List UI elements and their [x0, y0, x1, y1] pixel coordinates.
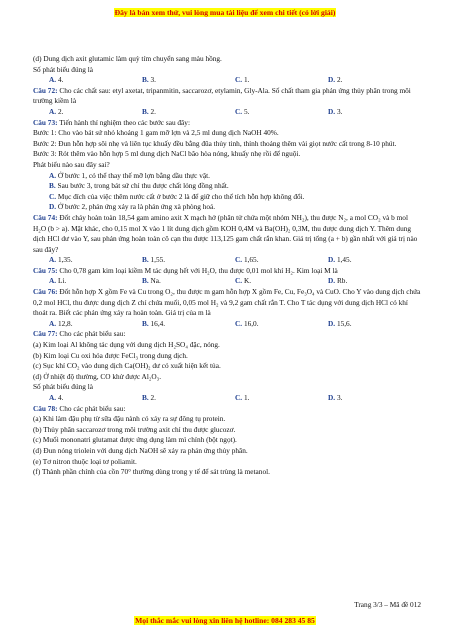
question-78: Câu 78: Cho các phát biểu sau: [33, 403, 126, 413]
answer-option: B. Na. [142, 276, 161, 286]
answer-option: A. 1,35. [49, 255, 73, 265]
q78-statement-f: (f) Thành phần chính của cồn 70° thường dùng trong y tế để sát trùng là metanol. [33, 467, 270, 477]
q73-option-d: D. Ở bước 2, phản ứng xảy ra là phản ứng xà phòng hoá. [49, 202, 216, 212]
q71-answers [33, 75, 421, 86]
answer-option: C. 1. [235, 393, 250, 402]
answer-option: C. 5. [235, 106, 250, 116]
answer-option: C. 1,65. [235, 255, 259, 265]
q73-step-2: Bước 2: Đun hỗn hợp sôi nhẹ và liên tục khuấy đều bằng đũa thủy tinh, thỉnh thoảng thêm vài giọt nước cất trong 8-10 phút. [33, 138, 397, 148]
q77-statement-a: (a) Kim loại Al không tác dụng với dung dịch H₂SO₄ đặc, nóng. [33, 340, 220, 350]
q77-answers [33, 393, 421, 404]
q78-statement-c: (c) Muối mononatri glutamat được ứng dụng làm mì chính (bột ngọt). [33, 435, 237, 445]
question-74: Câu 74: Đốt cháy hoàn toàn 18,54 gam amino axit X mạch hở (phân tử chứa một nhóm NH₂), thu được N₂, a mol CO₂ và b mol H₂O (b > a). Mặt khác, cho 0,15 mol X vào 1 lít dung dịch gồm KOH 0,4M và Ba(OH)₂ 0,3M, thu được dung dịch Y. Thêm dung dịch HCl dư vào Y, sau phản ứng hoàn toàn cô cạn thu được 113,125 gam chất rắn khan. Giá trị tổng (a + b) gần nhất với giá trị nào sau đây? [33, 212, 418, 254]
preview-banner [0, 8, 450, 17]
q74-answers [33, 255, 421, 266]
q75-answers [33, 276, 421, 287]
q73-option-c: C. Mục đích của việc thêm nước cất ở bước 2 là để giữ cho thể tích hỗn hợp không đổi. [49, 191, 305, 201]
q73-step-1: Bước 1: Cho vào bát sứ nhỏ khoảng 1 gam mỡ lợn và 2,5 ml dung dịch NaOH 40%. [33, 128, 279, 138]
answer-option: D. 3. [328, 393, 343, 402]
answer-option: B. 1,55. [142, 255, 166, 265]
q77-statement-c: (c) Sục khí CO₂ vào dung dịch Ca(OH)₂ dư có xuất hiện kết tủa. [33, 361, 221, 371]
q76-answers [33, 319, 421, 330]
q77-statement-b: (b) Kim loại Cu oxi hóa được FeCl₃ trong dung dịch. [33, 350, 188, 360]
q78-statement-a: (a) Khi làm đậu phụ từ sữa đậu nành có xảy ra sự đông tụ protein. [33, 414, 226, 424]
preview-banner-text: Đây là bản xem thử, vui lòng mua tài liệu để xem chi tiết (có lời giải) [114, 8, 336, 17]
answer-option: D. 2. [328, 75, 343, 85]
answer-option: C. K. [235, 276, 252, 286]
answer-option: B. 2. [142, 106, 157, 116]
question-76: Câu 76: Đốt hỗn hợp X gồm Fe và Cu trong O₂, thu được m gam hỗn hợp X gồm Fe, Cu, Fe₃O₄ và CuO. Cho Y vào dung dịch chứa 0,2 mol HCl, thu được dung dịch Z chỉ chứa muối, 0,05 mol H₂ và 9,2 gam chất rắn T. Cho T tác dụng với dung dịch HCl có khí thoát ra. Biết các phản ứng xảy ra hoàn toàn. Giá trị của m là [33, 287, 421, 318]
answer-option: D. 3. [328, 106, 343, 116]
answer-option: D. Rb. [328, 276, 348, 286]
answer-option: A. 4. [49, 75, 64, 85]
q73-prompt: Phát biểu nào sau đây sai? [33, 159, 110, 169]
question-73: Câu 73: Tiến hành thí nghiệm theo các bước sau đây: [33, 117, 190, 127]
answer-option: B. 3. [142, 75, 157, 85]
answer-option: C. 1. [235, 75, 250, 85]
answer-option: A. 2. [49, 106, 64, 116]
q78-statement-b: (b) Thủy phân saccarozơ trong môi trường axit chỉ thu được glucozơ. [33, 424, 236, 434]
hotline-banner [0, 616, 450, 625]
answer-option: A. Li. [49, 276, 67, 286]
question-72: Câu 72: Cho các chất sau: etyl axetat, tripanmitin, saccarozơ, etylamin, Gly-Ala. Số chất tham gia phản ứng thủy phân trong môi trường kiềm là [33, 85, 411, 106]
q71-prompt: Số phát biểu đúng là [33, 64, 93, 74]
question-75: Câu 75: Cho 0,78 gam kim loại kiềm M tác dụng hết với H₂O, thu được 0,01 mol khí H₂. Kim loại M là [33, 265, 338, 275]
answer-option: C. 16,0. [235, 318, 259, 328]
answer-option: A. 4. [49, 393, 64, 402]
q78-statement-d: (d) Đun nóng triolein với dung dịch NaOH sẽ xảy ra phản ứng thủy phân. [33, 445, 248, 455]
q73-option-b: B. Sau bước 3, trong bát sứ chỉ thu được chất lỏng đồng nhất. [49, 181, 229, 191]
answer-option: B. 2. [142, 393, 157, 402]
q77-prompt: Số phát biểu đúng là [33, 382, 93, 392]
page-footer: Trang 3/3 – Mã đề 012 [354, 600, 421, 609]
q77-statement-d: (d) Ở nhiệt độ thường, CO khử được Al₂O₃. [33, 371, 162, 381]
q71-statement-d: (d) Dung dịch axit glutamic làm quỳ tím chuyển sang màu hồng. [33, 54, 222, 63]
answer-option: D. 1,45. [328, 255, 352, 265]
hotline-banner-text: Mọi thắc mắc vui lòng xin liên hệ hotline: 084 283 45 85 [135, 616, 315, 625]
q73-step-3: Bước 3: Rót thêm vào hỗn hợp 5 ml dung dịch NaCl bão hòa nóng, khuấy nhẹ rồi để nguội. [33, 149, 301, 159]
q73-option-a: A. Ở bước 1, có thể thay thế mỡ lợn bằng dầu thực vật. [49, 170, 210, 180]
answer-option: A. 12,8. [49, 318, 73, 328]
answer-option: B. 16,4. [142, 318, 166, 328]
question-77: Câu 77: Cho các phát biểu sau: [33, 329, 126, 339]
q78-statement-e: (e) Tơ nitron thuộc loại tơ poliamit. [33, 456, 137, 466]
q72-answers [33, 107, 421, 118]
answer-option: D. 15,6. [328, 318, 352, 328]
exam-content [33, 54, 421, 478]
